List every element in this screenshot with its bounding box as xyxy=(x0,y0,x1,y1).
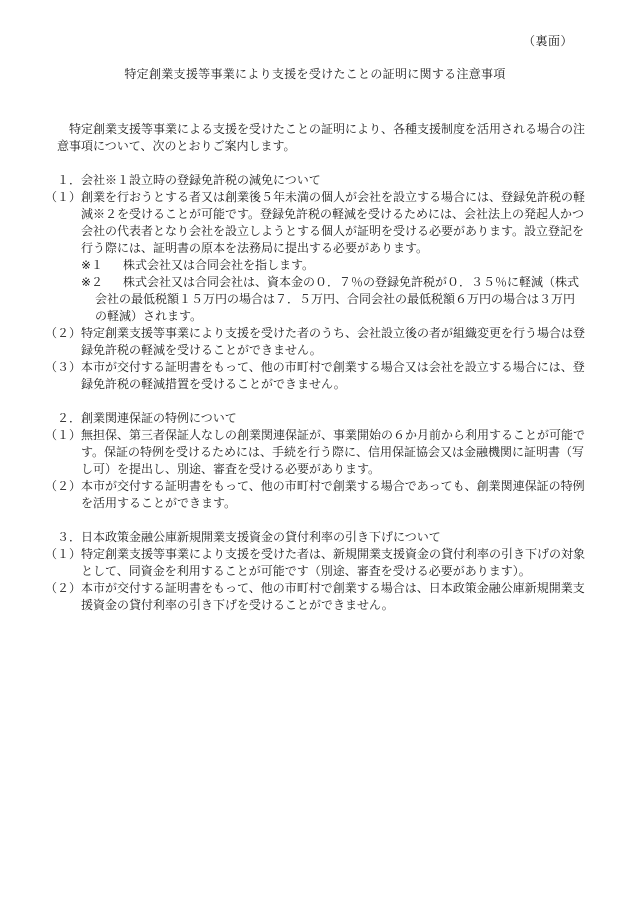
footnote-item xyxy=(57,274,585,325)
page-side-label: （裏面） xyxy=(522,34,573,48)
list-item xyxy=(45,325,586,359)
footnote-item xyxy=(57,257,585,274)
item-text: 無担保、第三者保証人なしの創業関連保証が、事業開始の６か月前から利用することが可能です。保証の特例を受けるためには、手続を行う際に、信用保証協会又は金融機関に証明書（写し可）を提出し、別途、審査を受ける必要があります。 xyxy=(81,428,586,476)
list-item xyxy=(45,427,586,478)
section-loan-rate xyxy=(45,529,586,614)
footnote-text: 株式会社又は合同会社を指します。 xyxy=(123,258,315,272)
item-text: 特定創業支援等事業により支援を受けた者のうち、会社設立後の者が組織変更を行う場合は登録免許税の軽減を受けることができません。 xyxy=(81,326,586,357)
list-item xyxy=(45,478,585,512)
document-body xyxy=(45,121,586,631)
item-text: 本市が交付する証明書をもって、他の市町村で創業する場合は、日本政策金融公庫新規開業支援資金の貸付利率の引き下げを受けることができません。 xyxy=(81,581,585,612)
item-number: （１） xyxy=(45,547,82,561)
item-number: （１） xyxy=(45,428,82,442)
page-title: 特定創業支援等事業により支援を受けたことの証明に関する注意事項 xyxy=(124,67,506,81)
section-guarantee-special xyxy=(45,410,586,512)
item-text: 特定創業支援等事業により支援を受けた者は、新規開業支援資金の貸付利率の引き下げの対象として、同資金を利用することが可能です（別途、審査を受ける必要があります）。 xyxy=(81,547,586,578)
list-item xyxy=(45,359,585,393)
item-number: （３） xyxy=(45,360,82,374)
section-registration-tax xyxy=(45,172,586,393)
section-heading: ３．日本政策金融公庫新規開業支援資金の貸付利率の引き下げについて xyxy=(57,530,441,544)
item-text: 創業を行おうとする者又は創業後５年未満の個人が会社を設立する場合には、登録免許税の軽減※２を受けることが可能です。登録免許税の軽減を受けるためには、会社法上の発起人かつ会社の代表者となり会社を設立しようとする個人が証明を受ける必要があります。設立登記を行う際には、証明書の原本を法務局に提出する必要があります。 xyxy=(81,190,586,255)
list-item xyxy=(45,546,586,580)
footnote-mark: ※２ xyxy=(81,275,104,289)
intro-paragraph: 特定創業支援等事業による支援を受けたことの証明により、各種支援制度を活用される場合の注意事項について、次のとおりご案内します。 xyxy=(57,122,586,153)
item-text: 本市が交付する証明書をもって、他の市町村で創業する場合であっても、創業関連保証の特例を活用することができます。 xyxy=(81,479,585,510)
section-heading: ２．創業関連保証の特例について xyxy=(57,411,237,425)
item-number: （２） xyxy=(45,326,82,340)
item-number: （２） xyxy=(45,581,82,595)
item-number: （１） xyxy=(45,190,82,204)
list-item xyxy=(45,580,585,614)
item-number: （２） xyxy=(45,479,82,493)
section-heading: １．会社※１設立時の登録免許税の減免について xyxy=(57,173,321,187)
item-text: 本市が交付する証明書をもって、他の市町村で創業する場合又は会社を設立する場合には、登録免許税の軽減措置を受けることができません。 xyxy=(81,360,585,391)
footnote-mark: ※１ xyxy=(81,258,104,272)
list-item xyxy=(45,189,586,257)
footnote-text: 株式会社又は合同会社は、資本金の０．７％の登録免許税が０．３５％に軽減（株式会社の最低税額１５万円の場合は７．５万円、合同会社の最低税額６万円の場合は３万円の軽減）されます。 xyxy=(95,275,580,323)
